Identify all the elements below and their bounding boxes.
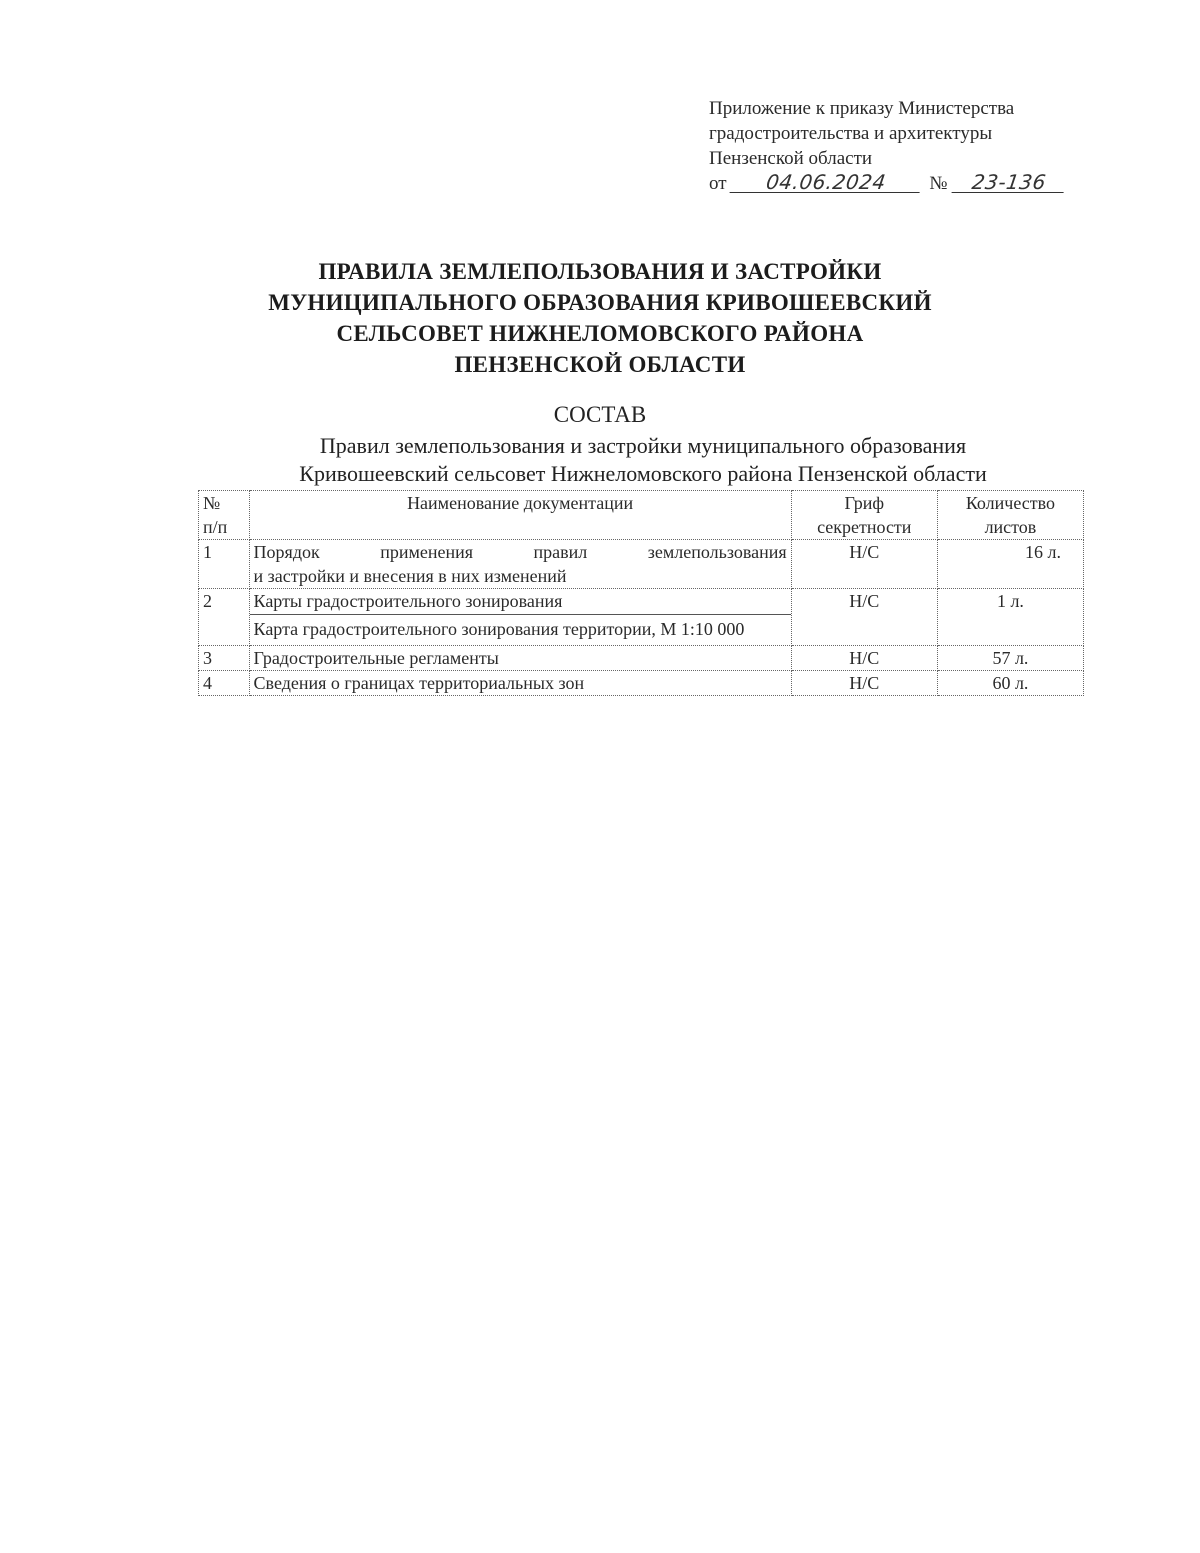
appendix-line-1: Приложение к приказу Министерства [709, 98, 1015, 119]
header-num-line-1: № [203, 493, 221, 513]
row-grif: Н/С [791, 671, 937, 696]
header-grif [791, 491, 937, 540]
row-name-main: Карты градостроительного зонирования [250, 589, 791, 615]
order-number: 23-136 [952, 172, 1067, 193]
row-count: 57 л. [937, 646, 1083, 671]
subtitle-line-2: Кривошеевский сельсовет Нижнеломовского района Пензенской области [299, 461, 987, 486]
row-count: 16 л. [937, 540, 1083, 589]
header-count-line-2: листов [984, 517, 1037, 537]
title-line-2: МУНИЦИПАЛЬНОГО ОБРАЗОВАНИЯ КРИВОШЕЕВСКИЙ [268, 290, 932, 315]
table-row [199, 589, 1084, 646]
section-heading: СОСТАВ [553, 402, 647, 427]
row-grif: Н/С [791, 589, 937, 646]
title-line-1: ПРАВИЛА ЗЕМЛЕПОЛЬЗОВАНИЯ И ЗАСТРОЙКИ [318, 259, 882, 284]
table-header-row [199, 491, 1084, 540]
document-title [150, 256, 1050, 380]
from-label: от [709, 173, 727, 194]
header-grif-line-2: секретности [817, 517, 912, 537]
row-name: Сведения о границах территориальных зон [249, 671, 791, 696]
table-row [199, 671, 1084, 696]
row-num: 1 [199, 540, 250, 589]
order-reference [709, 171, 1109, 196]
order-date: 04.06.2024 [730, 172, 923, 193]
header-count [937, 491, 1083, 540]
row-count: 60 л. [937, 671, 1083, 696]
title-line-3: СЕЛЬСОВЕТ НИЖНЕЛОМОВСКОГО РАЙОНА [336, 321, 864, 346]
section-subtitle [143, 432, 1143, 488]
row-name-line-1: Порядок применения правил землепользования [253, 542, 787, 562]
appendix-block [709, 96, 1109, 196]
header-grif-line-1: Гриф [844, 493, 885, 513]
row-grif: Н/С [791, 540, 937, 589]
row-name [249, 589, 791, 646]
documents-table [198, 490, 1084, 696]
row-grif: Н/С [791, 646, 937, 671]
row-num: 4 [199, 671, 250, 696]
table-row [199, 540, 1084, 589]
number-label: № [929, 173, 948, 194]
row-count: 1 л. [937, 589, 1083, 646]
row-num: 3 [199, 646, 250, 671]
appendix-line-3: Пензенской области [709, 148, 873, 169]
row-name-sub: Карта градостроительного зонирования территории, М 1:10 000 [253, 619, 745, 639]
header-count-line-1: Количество [965, 493, 1056, 513]
header-num [199, 491, 250, 540]
row-num: 2 [199, 589, 250, 646]
row-name [249, 540, 791, 589]
appendix-line-2: градостроительства и архитектуры [709, 123, 993, 144]
row-name-line-2: и застройки и внесения в них изменений [253, 566, 567, 586]
subtitle-line-1: Правил землепользования и застройки муниципального образования [319, 433, 967, 458]
title-line-4: ПЕНЗЕНСКОЙ ОБЛАСТИ [454, 352, 746, 377]
row-name: Градостроительные регламенты [249, 646, 791, 671]
header-num-line-2: п/п [203, 517, 228, 537]
header-name: Наименование документации [249, 491, 791, 540]
table-row [199, 646, 1084, 671]
